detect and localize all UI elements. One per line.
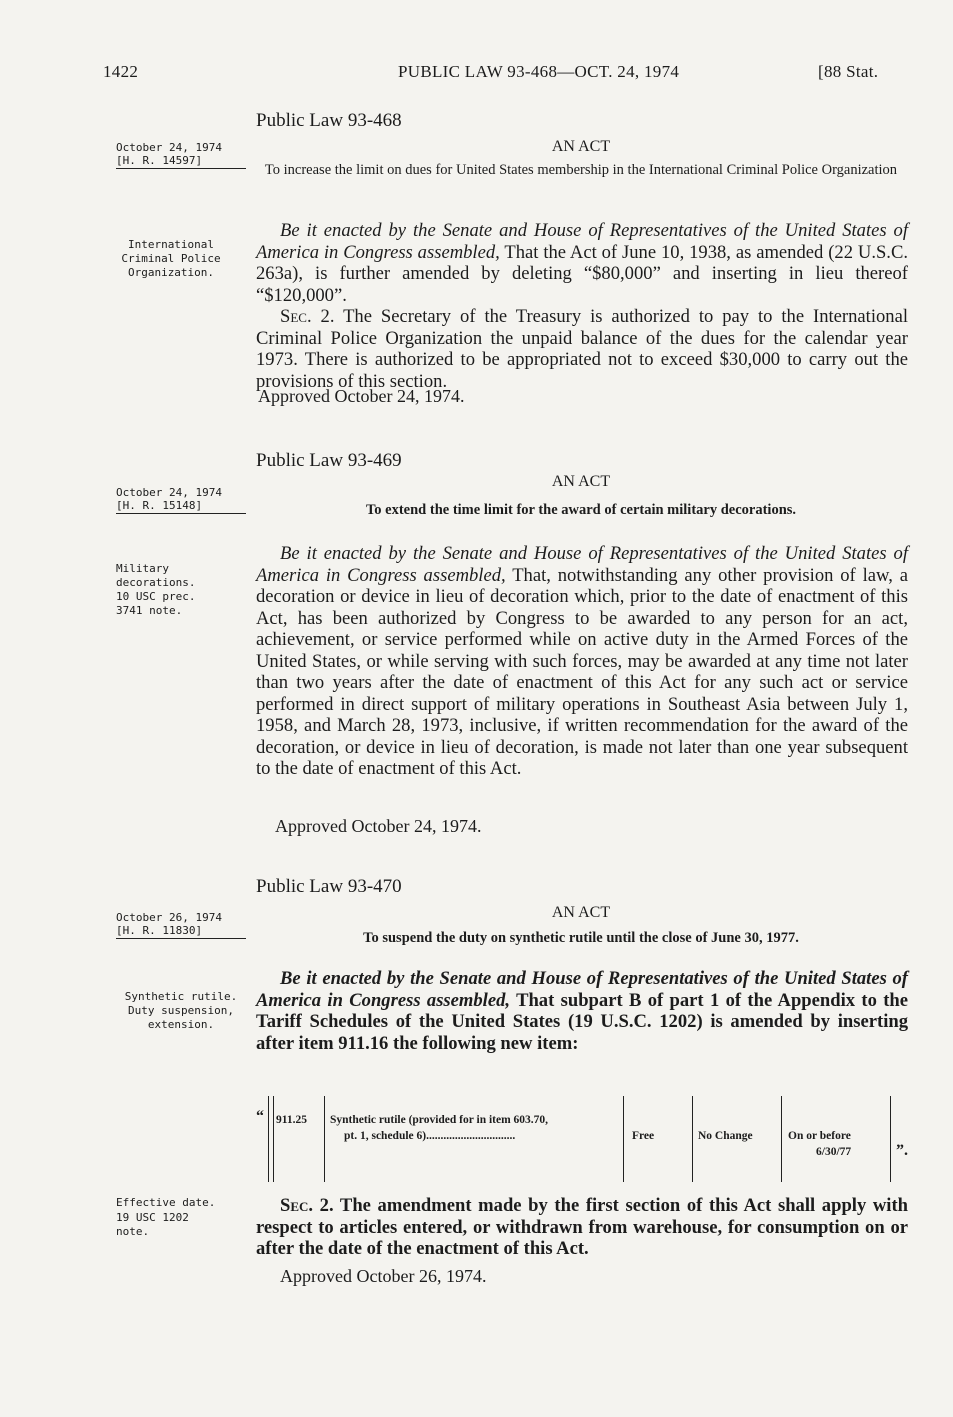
law-body-sec2 bbox=[256, 1195, 908, 1260]
enacting-clause: Be it enacted by the Senate and House of Representatives of the United States of America in Congress assembled, bbox=[256, 968, 908, 1011]
law-number: Public Law 93-468 bbox=[256, 110, 402, 131]
act-title: To suspend the duty on synthetic rutile until the close of June 30, 1977. bbox=[363, 930, 799, 946]
page-number: 1422 bbox=[103, 62, 139, 81]
enacting-clause: Be it enacted by the Senate and House of Representatives of the United States of America in Congress assembled, bbox=[256, 220, 908, 263]
act-label: AN ACT bbox=[551, 473, 611, 490]
margin-bill: [H. R. 11830] bbox=[116, 924, 246, 939]
act-title: To extend the time limit for the award of certain military decorations. bbox=[365, 502, 797, 518]
section-text: The Secretary of the Treasury is authorized to pay to the International Criminal Police Organization the unpaid balance of the dues for the calendar year 1973. There is authorized to be appropriated not to exceed $30,000 to carry out the provisions of this section. bbox=[256, 306, 909, 392]
margin-effective-date: Effective date. bbox=[116, 1196, 216, 1209]
item-description-cont: pt. 1, schedule 6)............................... bbox=[344, 1130, 516, 1142]
section-text: That the Act of June 10, 1938, as amended (22 U.S.C. 263a), is further amended by deleting “$80,000” and inserting in lieu thereof “$120,000”. bbox=[256, 241, 909, 306]
law-body bbox=[256, 543, 908, 780]
margin-date: October 24, 1974 bbox=[116, 486, 222, 499]
margin-bill: [H. R. 14597] bbox=[116, 154, 246, 169]
enacting-clause: Be it enacted by the Senate and House of Representatives of the United States of America in Congress assembled, bbox=[256, 543, 908, 586]
margin-date: October 24, 1974 bbox=[116, 141, 222, 154]
margin-date: October 26, 1974 bbox=[116, 911, 222, 924]
section-text: That subpart B of part 1 of the Appendix to the Tariff Schedules of the United States (19 U.S.C. 1202) is amended by inserting after item 911.16 the following new item: bbox=[256, 989, 908, 1054]
rate-of-duty: Free bbox=[632, 1130, 655, 1142]
tariff-table bbox=[256, 1096, 916, 1184]
law-number: Public Law 93-470 bbox=[256, 876, 402, 897]
effective-period-date: 6/30/77 bbox=[816, 1146, 852, 1158]
margin-bill: [H. R. 15148] bbox=[116, 499, 246, 514]
running-title: PUBLIC LAW 93-468—OCT. 24, 1974 bbox=[398, 62, 680, 81]
margin-note: International Criminal Police Organization. bbox=[121, 238, 221, 279]
close-quote: ”. bbox=[896, 1142, 908, 1159]
volume-citation: [88 Stat. bbox=[818, 62, 879, 81]
act-title: To increase the limit on dues for United States membership in the International Criminal Police Organization bbox=[264, 162, 898, 178]
change-column: No Change bbox=[698, 1130, 753, 1142]
law-number: Public Law 93-469 bbox=[256, 450, 402, 471]
margin-note: Synthetic rutile. Duty suspension, extension. bbox=[124, 990, 238, 1031]
item-description: Synthetic rutile (provided for in item 603.70, bbox=[330, 1114, 549, 1126]
approval-line: Approved October 24, 1974. bbox=[275, 816, 482, 836]
effective-period: On or before bbox=[788, 1130, 851, 1142]
act-label: AN ACT bbox=[551, 904, 611, 921]
approval-line: Approved October 26, 1974. bbox=[280, 1266, 487, 1286]
section-text: That, notwithstanding any other provision of law, a decoration or device in lieu of decoration which, prior to the date of enactment of this Act, has been authorized by Congress to be awarded to any person for an act, achievement, or service performed while on active duty in the Armed Forces of the United States, or while serving with such forces, may be awarded at any time not later than two years after the date of enactment of this Act for any such act or service performed in direct support of military operations in Southeast Asia between July 1, 1958, and March 28, 1973, inclusive, if written recommendation for the award of the decoration, or device in lieu of decoration, is made not later than one year subsequent to the date of enactment of this Act. bbox=[256, 564, 908, 779]
act-label: AN ACT bbox=[551, 138, 611, 155]
item-number: 911.25 bbox=[276, 1114, 307, 1126]
open-quote: “ bbox=[256, 1108, 264, 1125]
law-body bbox=[256, 220, 908, 392]
section-text: The amendment made by the first section of this Act shall apply with respect to articles entered, or withdrawn from warehouse, for consumption on or after the date of the enactment of this Act. bbox=[256, 1195, 908, 1259]
law-body bbox=[256, 968, 908, 1054]
margin-reference: 10 USC prec. 3741 note. bbox=[116, 590, 196, 617]
margin-reference: 19 USC 1202 note. bbox=[116, 1211, 189, 1238]
margin-note: Military decorations. bbox=[116, 562, 196, 589]
approval-line: Approved October 24, 1974. bbox=[258, 386, 465, 406]
section-label: Sec. 2. bbox=[280, 306, 335, 327]
section-label: Sec. 2. bbox=[280, 1195, 334, 1216]
